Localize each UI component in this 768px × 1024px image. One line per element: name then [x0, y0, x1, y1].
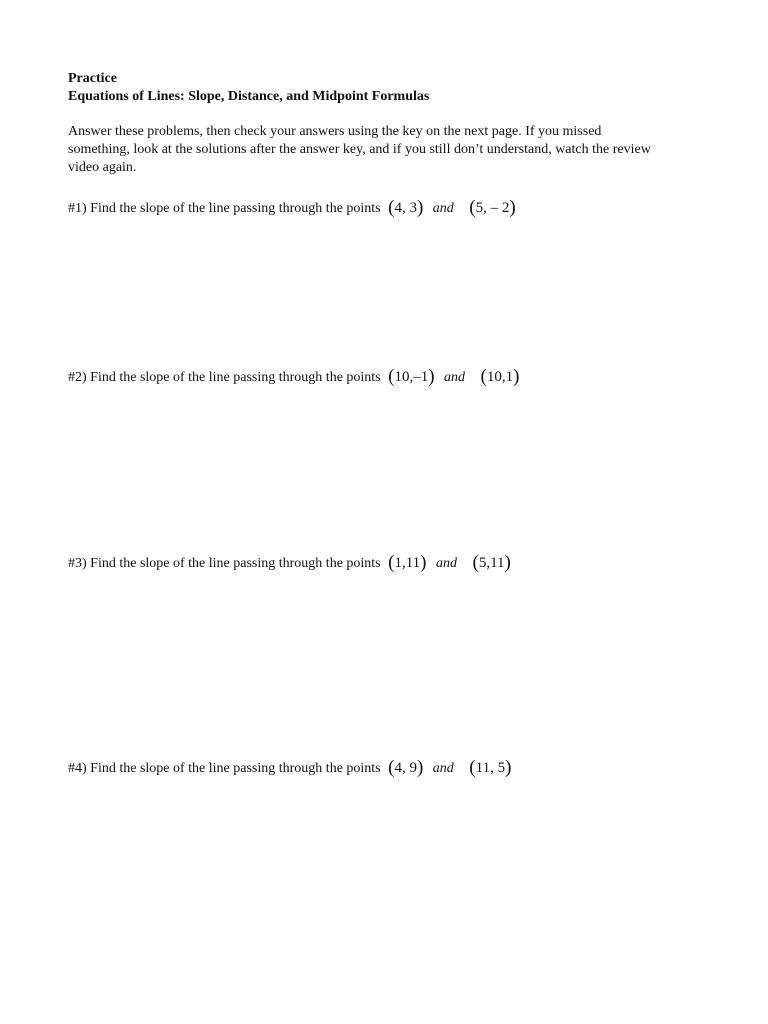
point-a-coords: 4, 3 [394, 200, 417, 216]
point-b: (11, 5) [469, 757, 512, 778]
point-b-coords: 5, – 2 [475, 200, 510, 216]
point-b: (5,11) [472, 552, 511, 573]
problem-3 [68, 552, 511, 574]
point-b-coords: 5,11 [478, 555, 505, 571]
conjunction: and [444, 370, 466, 385]
document-title: Practice [68, 71, 117, 86]
problem-prompt: #3) Find the slope of the line passing through the points [68, 556, 381, 571]
instructions-line: Answer these problems, then check your answers using the key on the next page. If you missed [68, 124, 602, 139]
instructions-paragraph [68, 123, 708, 177]
conjunction: and [436, 556, 457, 571]
point-a: (10,–1) [388, 366, 435, 387]
point-a: (1,11) [388, 552, 427, 573]
problem-1 [68, 197, 516, 219]
point-a: (4, 3) [388, 197, 424, 218]
document-subtitle: Equations of Lines: Slope, Distance, and Midpoint Formulas [68, 89, 430, 104]
point-a-coords: 4, 9 [394, 760, 417, 776]
point-a-coords: 1,11 [394, 555, 421, 571]
problem-4 [68, 757, 511, 779]
problem-2 [68, 366, 519, 388]
point-a-coords: 10,–1 [394, 369, 429, 385]
problem-prompt: #2) Find the slope of the line passing through the points [68, 370, 381, 385]
instructions-line: video again. [68, 160, 137, 175]
point-b-coords: 11, 5 [475, 760, 506, 776]
instructions-line: something, look at the solutions after the answer key, and if you still don’t understand, watch the review [68, 142, 651, 157]
problem-prompt: #1) Find the slope of the line passing through the points [68, 201, 381, 216]
problem-prompt: #4) Find the slope of the line passing through the points [68, 761, 381, 776]
point-b: (5, – 2) [469, 197, 516, 218]
conjunction: and [432, 201, 454, 216]
point-a: (4, 9) [388, 757, 424, 778]
point-b: (10,1) [480, 366, 520, 387]
conjunction: and [432, 761, 454, 776]
point-b-coords: 10,1 [486, 369, 514, 385]
